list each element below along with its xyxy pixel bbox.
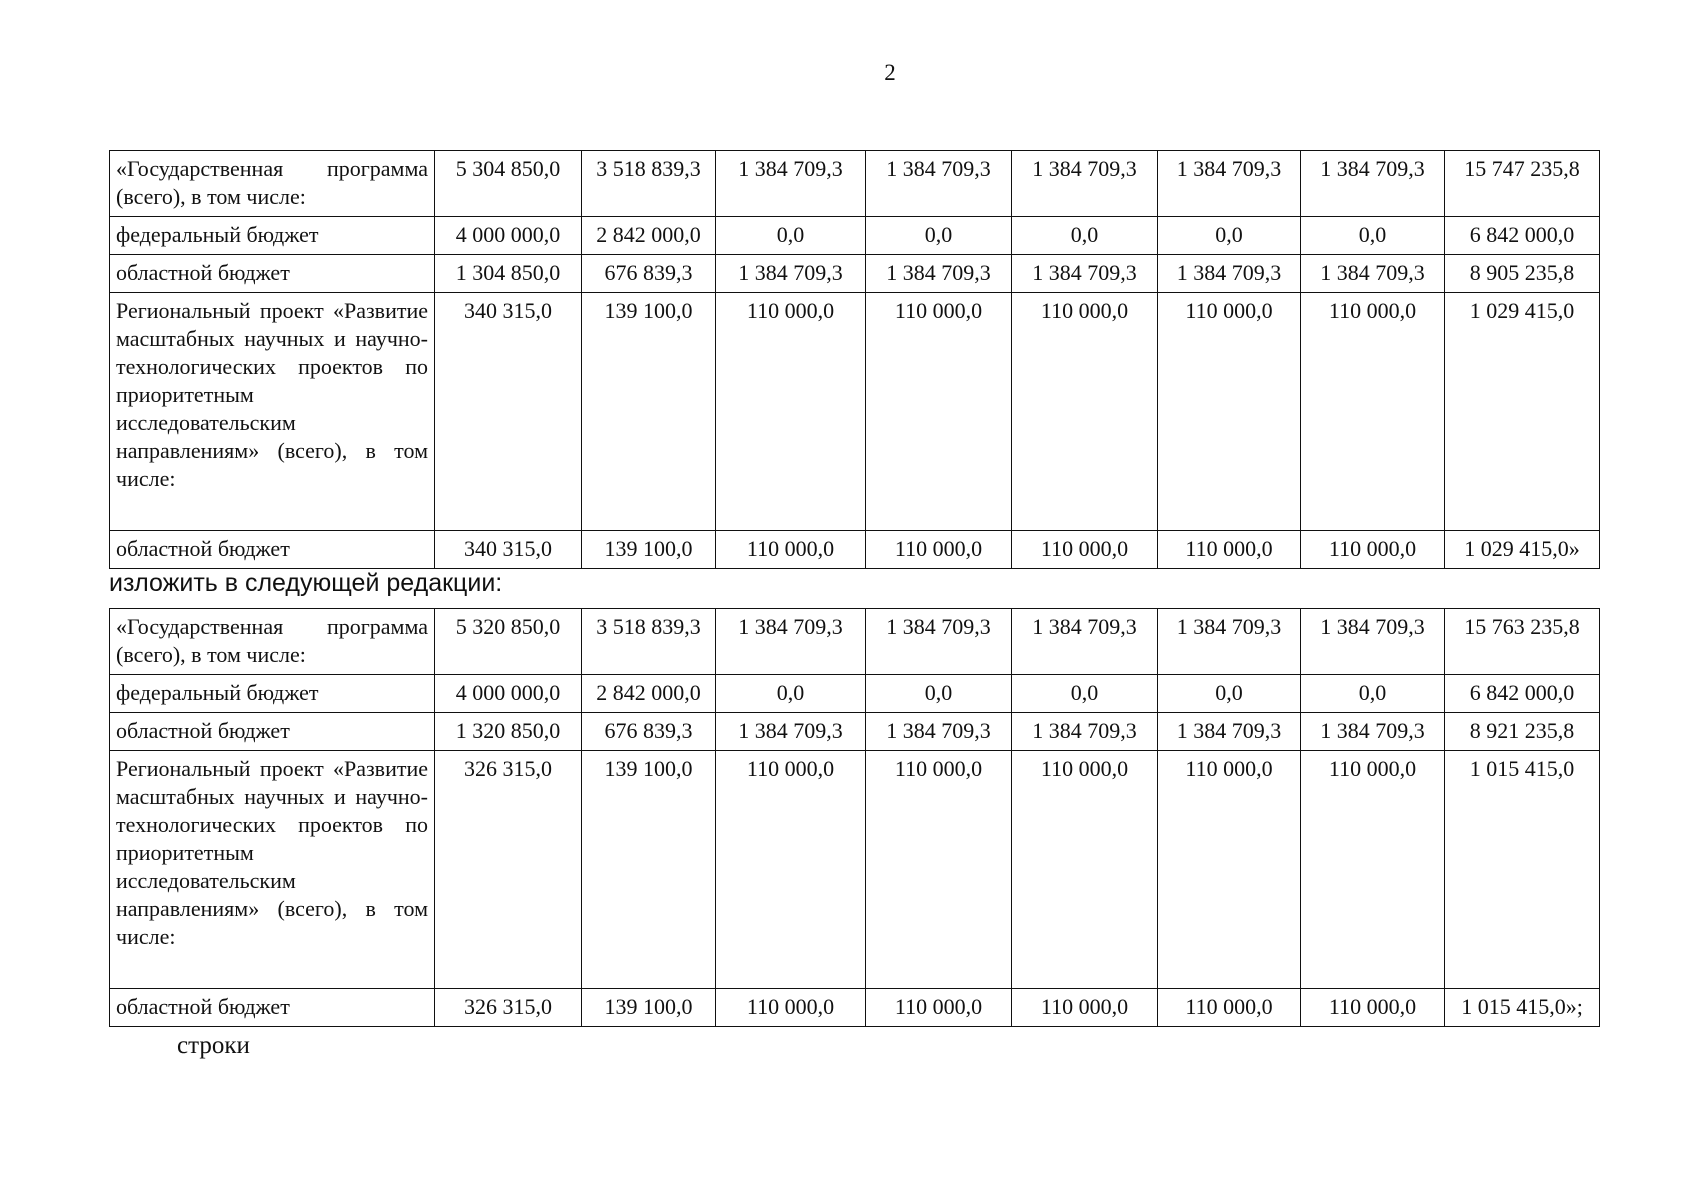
value-cell: 4 000 000,0: [435, 675, 582, 713]
value-cell: 1 384 709,3: [1301, 713, 1445, 751]
value-cell: 110 000,0: [1012, 751, 1158, 989]
value-cell: 1 384 709,3: [1158, 609, 1301, 675]
total-cell: 1 029 415,0: [1445, 293, 1600, 531]
table-row: [110, 217, 1600, 255]
table-row: [110, 255, 1600, 293]
value-cell: 326 315,0: [435, 751, 582, 989]
value-cell: 110 000,0: [1158, 751, 1301, 989]
page-number: 2: [884, 60, 896, 85]
value-cell: 139 100,0: [582, 531, 716, 569]
value-cell: 0,0: [1012, 675, 1158, 713]
row-label: Региональный проект «Развитие масштабных научных и научно-технологических проектов по приоритетным исследовательским направлениям» (всего), в том числе:: [110, 751, 435, 989]
value-cell: 0,0: [866, 675, 1012, 713]
value-cell: 326 315,0: [435, 989, 582, 1027]
row-label: «Государственная программа (всего), в том числе:: [110, 609, 435, 675]
value-cell: 1 384 709,3: [716, 255, 866, 293]
value-cell: 1 384 709,3: [866, 713, 1012, 751]
row-label: «Государственная программа (всего), в том числе:: [110, 151, 435, 217]
value-cell: 110 000,0: [1301, 531, 1445, 569]
value-cell: 5 320 850,0: [435, 609, 582, 675]
value-cell: 1 384 709,3: [1012, 713, 1158, 751]
table-row: [110, 675, 1600, 713]
value-cell: 1 384 709,3: [1301, 609, 1445, 675]
total-cell: 15 763 235,8: [1445, 609, 1600, 675]
total-cell: 1 015 415,0»;: [1445, 989, 1600, 1027]
value-cell: 110 000,0: [1012, 293, 1158, 531]
value-cell: 110 000,0: [866, 989, 1012, 1027]
value-cell: 340 315,0: [435, 293, 582, 531]
total-cell: 1 015 415,0: [1445, 751, 1600, 989]
value-cell: 1 384 709,3: [1158, 713, 1301, 751]
value-cell: 1 384 709,3: [716, 151, 866, 217]
budget-table-old: [109, 150, 1600, 569]
table-row: [110, 151, 1600, 217]
value-cell: 1 320 850,0: [435, 713, 582, 751]
table-row: [110, 293, 1600, 531]
value-cell: 1 384 709,3: [1301, 151, 1445, 217]
value-cell: 2 842 000,0: [582, 217, 716, 255]
total-cell: 8 921 235,8: [1445, 713, 1600, 751]
value-cell: 0,0: [716, 675, 866, 713]
value-cell: 340 315,0: [435, 531, 582, 569]
row-label: областной бюджет: [110, 255, 435, 293]
value-cell: 110 000,0: [1158, 293, 1301, 531]
value-cell: 110 000,0: [716, 531, 866, 569]
value-cell: 0,0: [1158, 217, 1301, 255]
value-cell: 5 304 850,0: [435, 151, 582, 217]
value-cell: 1 384 709,3: [716, 713, 866, 751]
value-cell: 110 000,0: [1158, 531, 1301, 569]
value-cell: 1 304 850,0: [435, 255, 582, 293]
value-cell: 110 000,0: [716, 989, 866, 1027]
row-label: областной бюджет: [110, 989, 435, 1027]
value-cell: 1 384 709,3: [1012, 151, 1158, 217]
value-cell: 1 384 709,3: [1301, 255, 1445, 293]
value-cell: 110 000,0: [1012, 531, 1158, 569]
value-cell: 139 100,0: [582, 989, 716, 1027]
value-cell: 1 384 709,3: [1158, 255, 1301, 293]
value-cell: 0,0: [716, 217, 866, 255]
value-cell: 0,0: [1012, 217, 1158, 255]
value-cell: 676 839,3: [582, 255, 716, 293]
value-cell: 1 384 709,3: [866, 151, 1012, 217]
value-cell: 676 839,3: [582, 713, 716, 751]
value-cell: 110 000,0: [866, 293, 1012, 531]
total-cell: 15 747 235,8: [1445, 151, 1600, 217]
row-label: федеральный бюджет: [110, 675, 435, 713]
table-body: [110, 609, 1600, 1027]
trailing-text: строки: [177, 1032, 250, 1059]
value-cell: 139 100,0: [582, 293, 716, 531]
value-cell: 110 000,0: [1301, 989, 1445, 1027]
value-cell: 0,0: [1301, 217, 1445, 255]
value-cell: 3 518 839,3: [582, 609, 716, 675]
value-cell: 4 000 000,0: [435, 217, 582, 255]
row-label: Региональный проект «Развитие масштабных научных и научно-технологических проектов по приоритетным исследовательским направлениям» (всего), в том числе:: [110, 293, 435, 531]
value-cell: 1 384 709,3: [1158, 151, 1301, 217]
value-cell: 1 384 709,3: [1012, 255, 1158, 293]
table-row: [110, 609, 1600, 675]
total-cell: 6 842 000,0: [1445, 217, 1600, 255]
table-row: [110, 989, 1600, 1027]
table-row: [110, 713, 1600, 751]
value-cell: 1 384 709,3: [716, 609, 866, 675]
row-label: федеральный бюджет: [110, 217, 435, 255]
value-cell: 1 384 709,3: [866, 255, 1012, 293]
budget-table-new: [109, 608, 1600, 1027]
value-cell: 139 100,0: [582, 751, 716, 989]
value-cell: 110 000,0: [716, 751, 866, 989]
value-cell: 1 384 709,3: [1012, 609, 1158, 675]
value-cell: 0,0: [1158, 675, 1301, 713]
amendment-caption: изложить в следующей редакции:: [109, 569, 503, 597]
value-cell: 110 000,0: [866, 751, 1012, 989]
value-cell: 110 000,0: [1012, 989, 1158, 1027]
table-row: [110, 531, 1600, 569]
value-cell: 110 000,0: [1301, 751, 1445, 989]
total-cell: 1 029 415,0»: [1445, 531, 1600, 569]
total-cell: 8 905 235,8: [1445, 255, 1600, 293]
value-cell: 3 518 839,3: [582, 151, 716, 217]
value-cell: 1 384 709,3: [866, 609, 1012, 675]
total-cell: 6 842 000,0: [1445, 675, 1600, 713]
table-row: [110, 751, 1600, 989]
value-cell: 110 000,0: [1301, 293, 1445, 531]
value-cell: 110 000,0: [866, 531, 1012, 569]
value-cell: 110 000,0: [716, 293, 866, 531]
value-cell: 0,0: [1301, 675, 1445, 713]
value-cell: 110 000,0: [1158, 989, 1301, 1027]
value-cell: 0,0: [866, 217, 1012, 255]
row-label: областной бюджет: [110, 531, 435, 569]
row-label: областной бюджет: [110, 713, 435, 751]
value-cell: 2 842 000,0: [582, 675, 716, 713]
table-body: [110, 151, 1600, 569]
